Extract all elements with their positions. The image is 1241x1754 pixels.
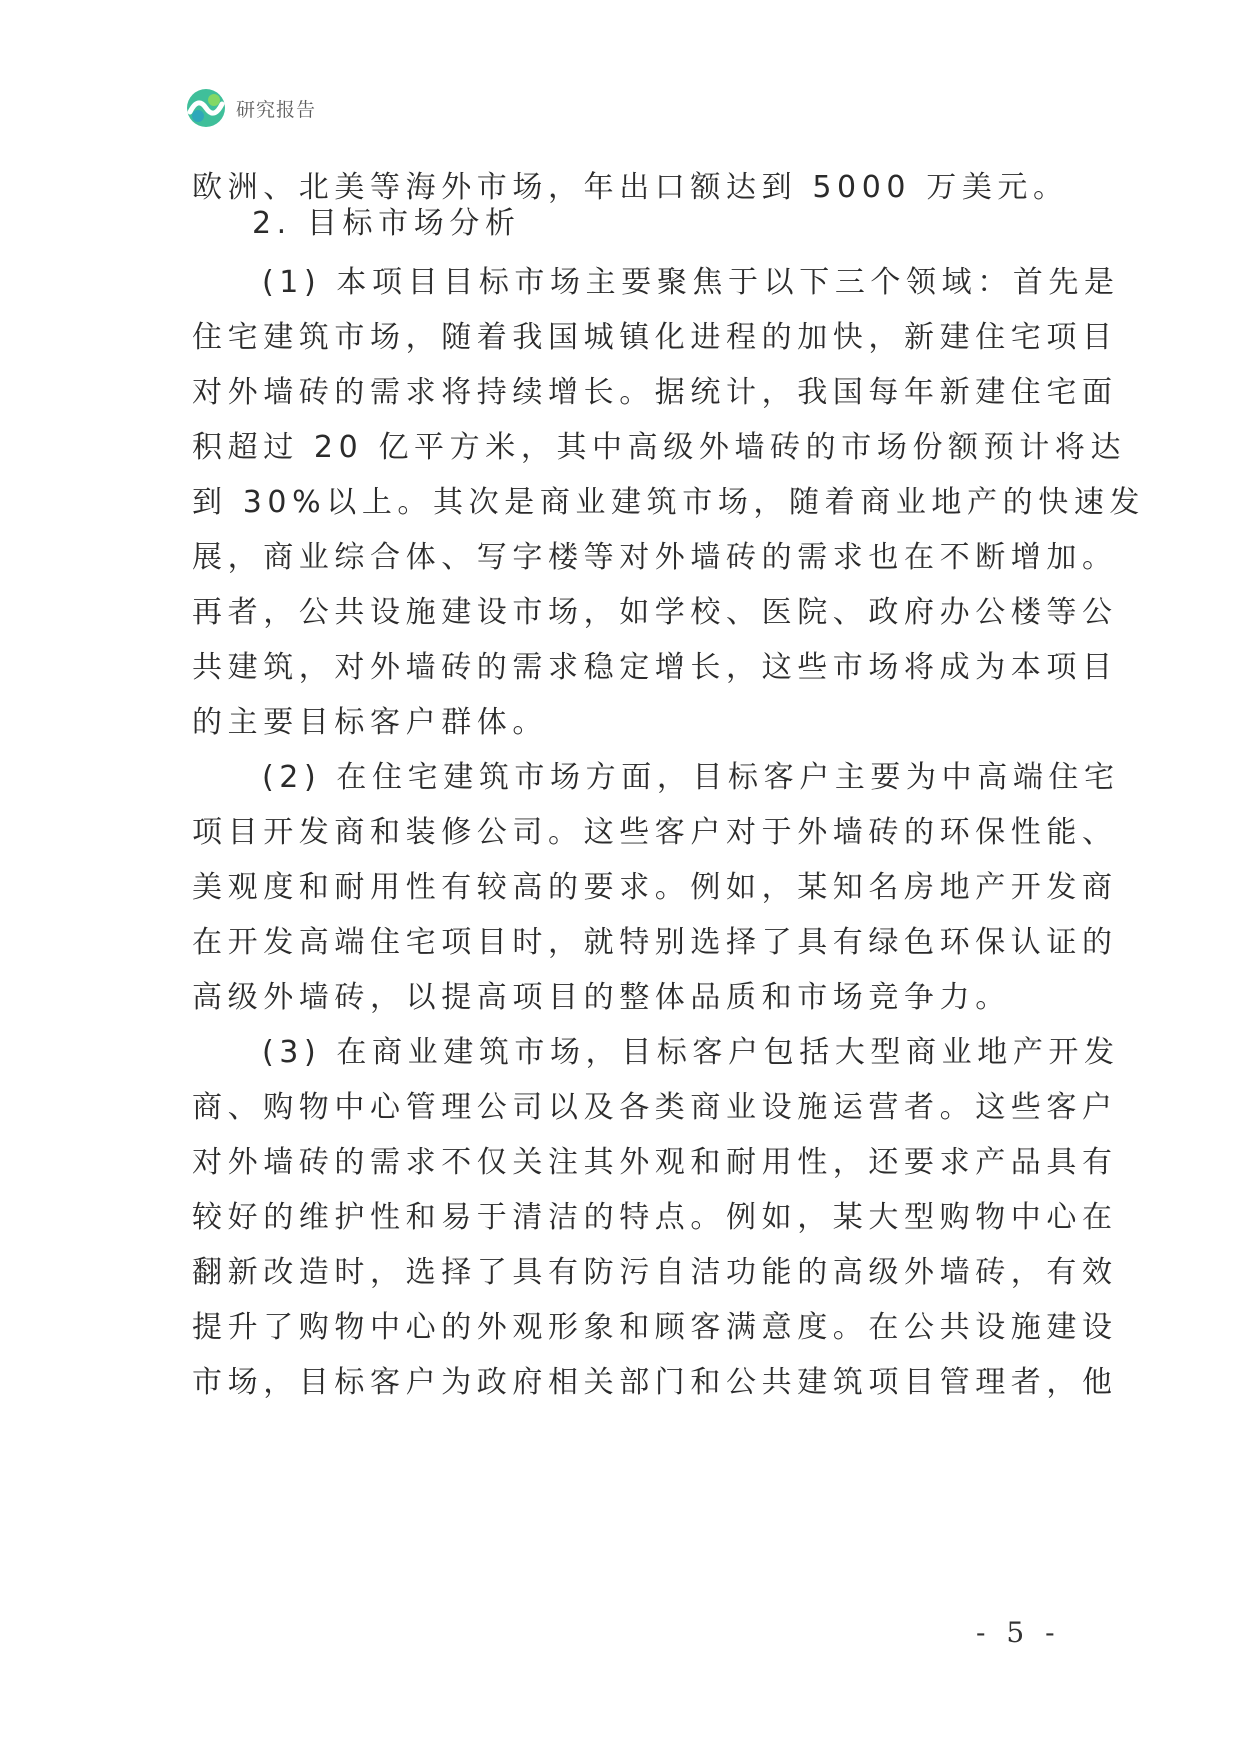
body-line: (1) 本项目目标市场主要聚焦于以下三个领域：首先是 — [262, 265, 1120, 300]
body-line: 对外墙砖的需求不仅关注其外观和耐用性，还要求产品具有 — [192, 1145, 1118, 1180]
body-line: 市场，目标客户为政府相关部门和公共建筑项目管理者，他 — [192, 1365, 1118, 1400]
body-line: 欧洲、北美等海外市场，年出口额达到 5000 万美元。 — [192, 170, 1069, 205]
body-line: 共建筑，对外墙砖的需求稳定增长，这些市场将成为本项目 — [192, 650, 1118, 685]
body-line: 的主要目标客户群体。 — [192, 705, 548, 740]
page-number: - 5 - — [976, 1616, 1061, 1649]
header-label: 研究报告 — [236, 98, 317, 121]
body-line: 对外墙砖的需求将持续增长。据统计，我国每年新建住宅面 — [192, 375, 1118, 410]
body-line: 积超过 20 亿平方米，其中高级外墙砖的市场份额预计将达 — [192, 430, 1127, 465]
body-line: 住宅建筑市场，随着我国城镇化进程的加快，新建住宅项目 — [192, 320, 1118, 355]
section-heading: 2. 目标市场分析 — [252, 206, 521, 241]
body-line: 项目开发商和装修公司。这些客户对于外墙砖的环保性能、 — [192, 815, 1118, 850]
logo-icon — [186, 88, 226, 128]
body-line: 高级外墙砖，以提高项目的整体品质和市场竞争力。 — [192, 980, 1011, 1015]
body-line: 展，商业综合体、写字楼等对外墙砖的需求也在不断增加。 — [192, 540, 1118, 575]
body-line: 在开发高端住宅项目时，就特别选择了具有绿色环保认证的 — [192, 925, 1118, 960]
body-line: (3) 在商业建筑市场，目标客户包括大型商业地产开发 — [262, 1035, 1120, 1070]
page-header — [186, 86, 316, 130]
body-line: (2) 在住宅建筑市场方面，目标客户主要为中高端住宅 — [262, 760, 1120, 795]
body-line: 商、购物中心管理公司以及各类商业设施运营者。这些客户 — [192, 1090, 1118, 1125]
body-line: 较好的维护性和易于清洁的特点。例如，某大型购物中心在 — [192, 1200, 1118, 1235]
body-line: 再者，公共设施建设市场，如学校、医院、政府办公楼等公 — [192, 595, 1118, 630]
body-line: 翻新改造时，选择了具有防污自洁功能的高级外墙砖，有效 — [192, 1255, 1118, 1290]
body-line: 美观度和耐用性有较高的要求。例如，某知名房地产开发商 — [192, 870, 1118, 905]
body-line: 提升了购物中心的外观形象和顾客满意度。在公共设施建设 — [192, 1310, 1118, 1345]
body-line: 到 30%以上。其次是商业建筑市场，随着商业地产的快速发 — [192, 485, 1146, 520]
